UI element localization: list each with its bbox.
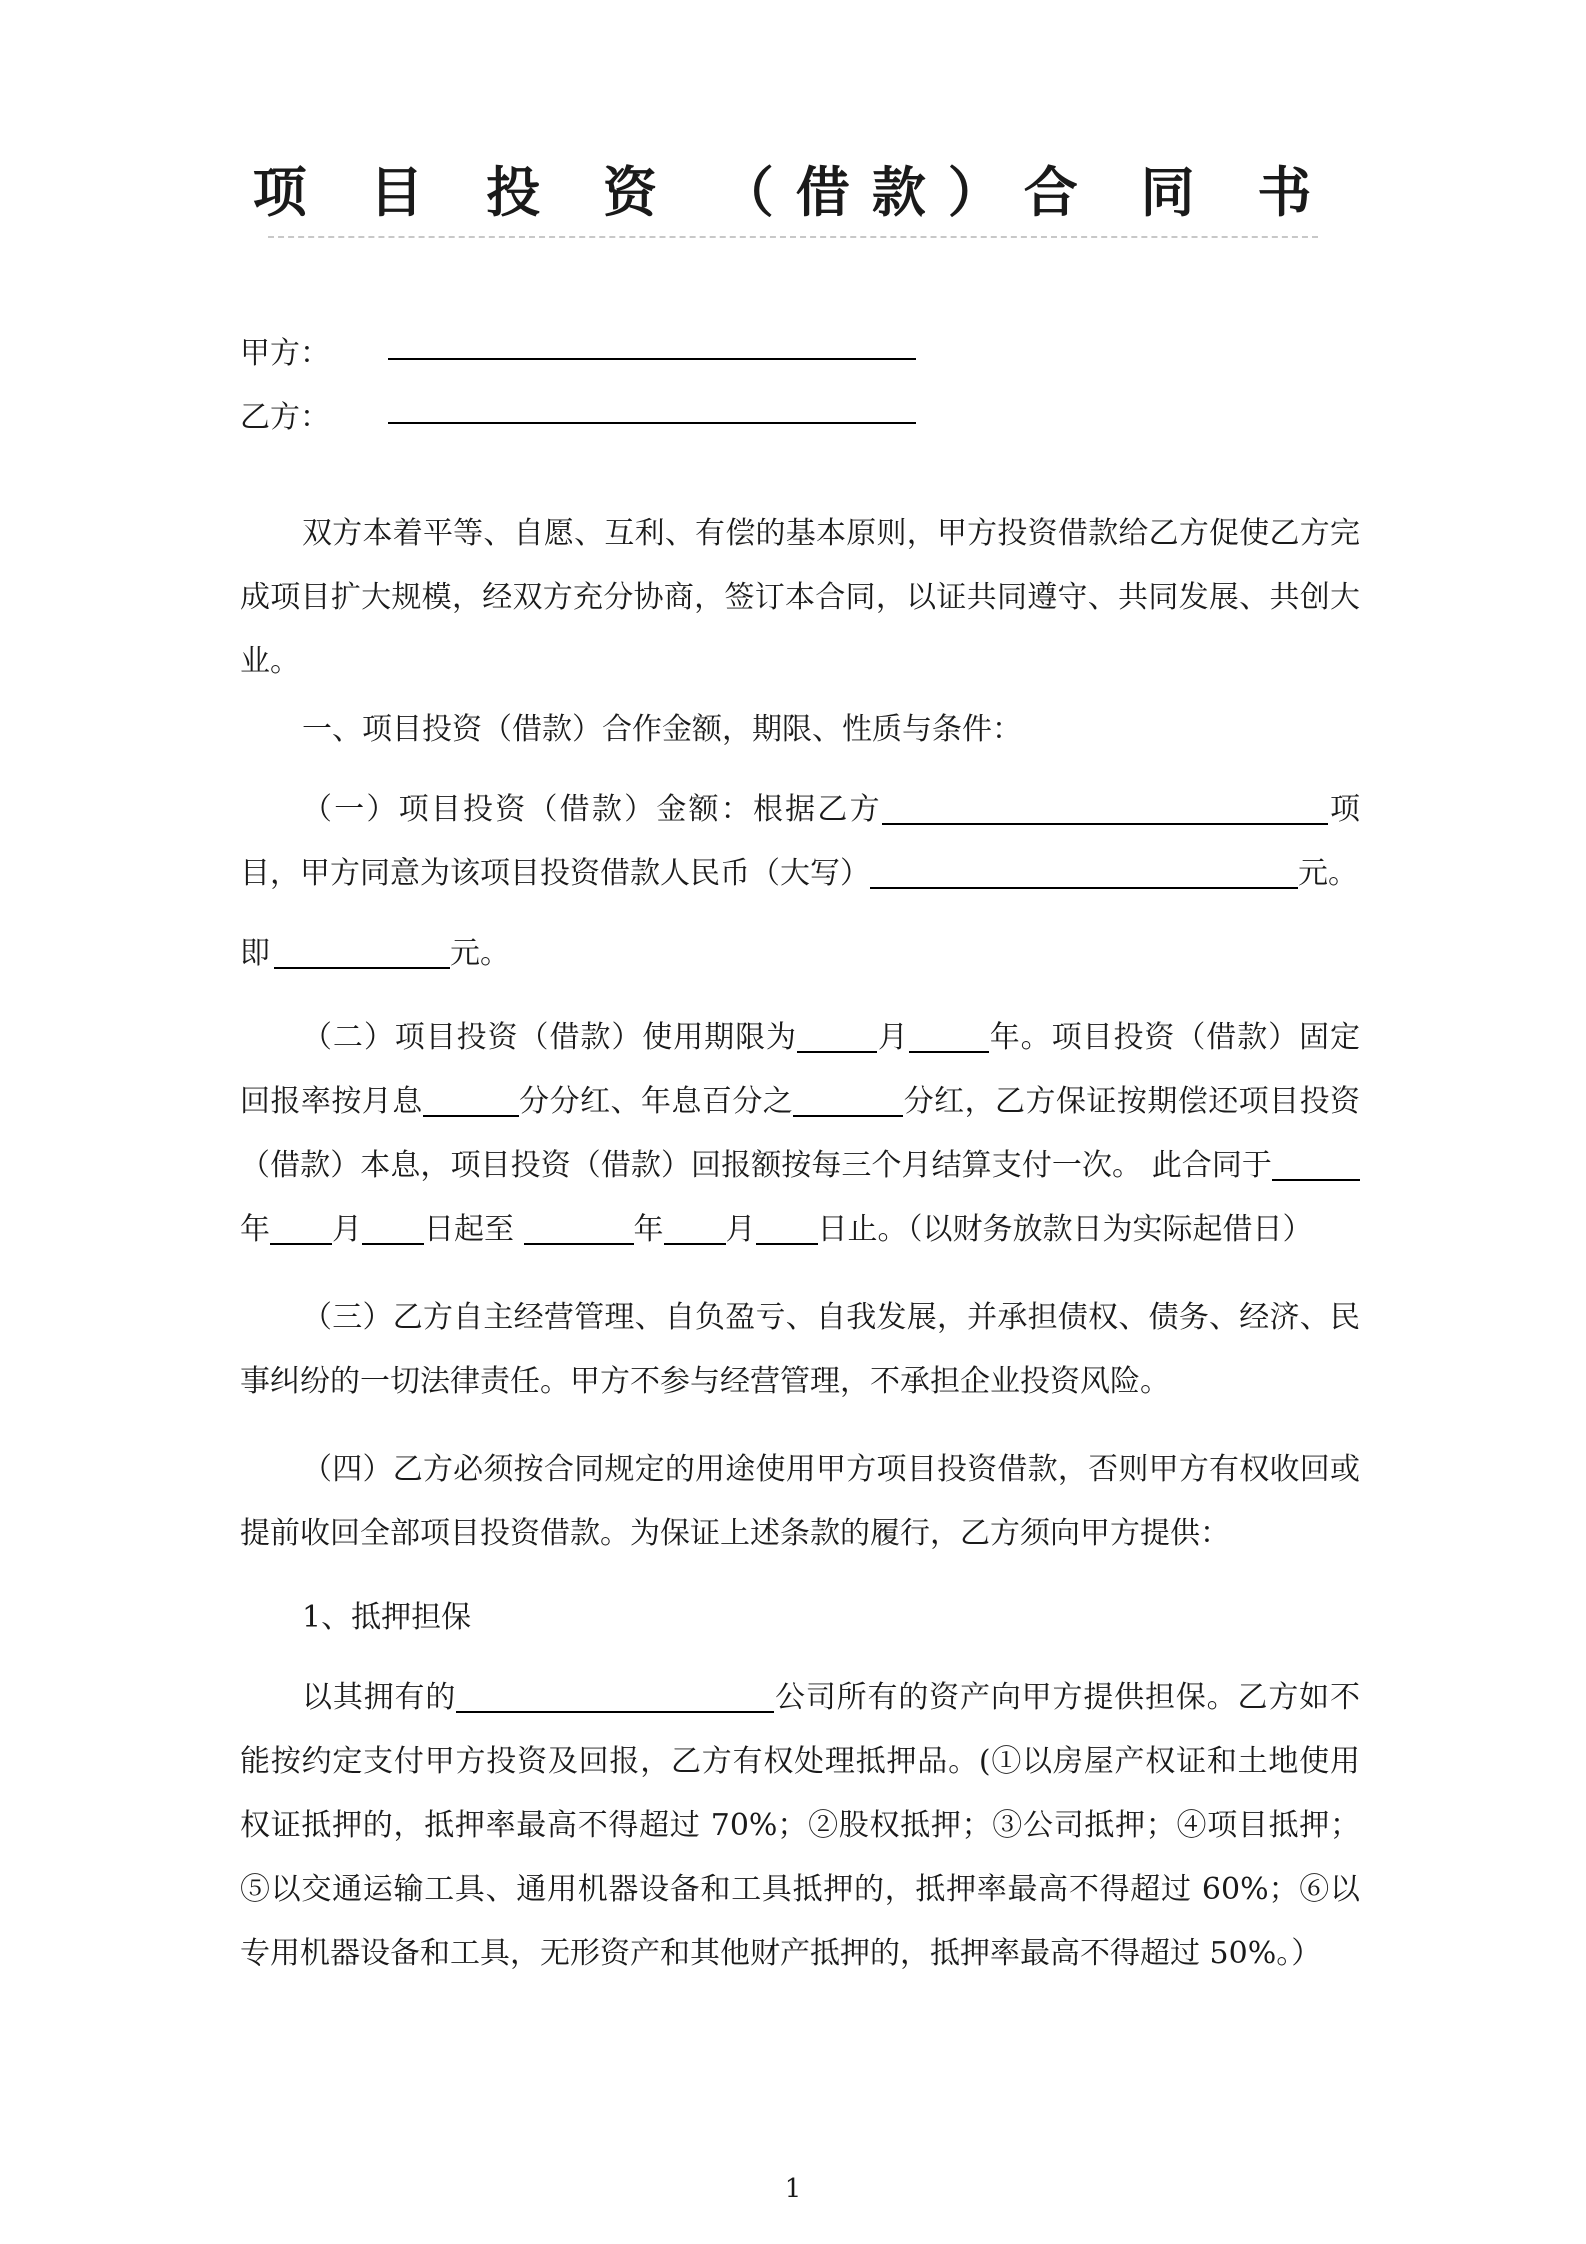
- amount-number-blank[interactable]: [274, 937, 450, 969]
- mortgage-text-a: 以其拥有的: [302, 1680, 457, 1715]
- annual-rate-blank[interactable]: [793, 1085, 903, 1117]
- clause-1-text-e: 元。: [450, 936, 510, 971]
- clause-4-paragraph: （四）乙方必须按合同规定的用途使用甲方项目投资借款，否则甲方有权收回或提前收回全部项目投资借款。为保证上述条款的履行，乙方须向甲方提供：: [240, 1452, 1360, 1551]
- mortgage-heading: 1、抵押担保: [302, 1600, 472, 1635]
- end-month-blank[interactable]: [664, 1213, 726, 1245]
- intro-paragraph: 双方本着平等、自愿、互利、有偿的基本原则，甲方投资借款给乙方促使乙方完成项目扩大规模，经双方充分协商，签订本合同，以证共同遵守、共同发展、共创大业。: [240, 516, 1360, 679]
- party-a-line: [240, 328, 330, 372]
- clause-1-text-a: （一）项目投资（借款）金额：根据乙方: [302, 792, 882, 827]
- party-a-blank[interactable]: [388, 358, 916, 360]
- clause-1-text-b: 项目，甲方同意为该项目投资借款人民币（大写）: [240, 792, 1361, 891]
- clause-2-text-k: 日止。（以财务放款日为实际起借日）: [817, 1212, 1313, 1247]
- clause-2-text-i: 年: [633, 1212, 664, 1247]
- party-a-label: 甲方：: [240, 336, 330, 371]
- page-number: 1: [784, 2174, 802, 2204]
- document-title: 项 目 投 资 （借款）合 同 书: [252, 160, 1334, 224]
- monthly-rate-blank[interactable]: [423, 1085, 519, 1117]
- clause-1-amount-line: [240, 922, 1360, 986]
- term-years-blank[interactable]: [909, 1021, 989, 1053]
- clause-3-paragraph: （三）乙方自主经营管理、自负盈亏、自我发展，并承担债权、债务、经济、民事纠纷的一切法律责任。甲方不参与经营管理，不承担企业投资风险。: [240, 1300, 1360, 1399]
- clause-2-text-b: 月: [876, 1020, 909, 1055]
- end-day-blank[interactable]: [756, 1213, 818, 1245]
- end-year-blank[interactable]: [524, 1213, 634, 1245]
- clause-1-text-c: 元。: [1298, 856, 1358, 891]
- company-name-blank[interactable]: [456, 1681, 774, 1713]
- project-name-blank[interactable]: [882, 793, 1328, 825]
- clause-2-text-a: （二）项目投资（借款）使用期限为: [302, 1020, 797, 1055]
- title-divider: [268, 236, 1318, 238]
- party-b-label: 乙方：: [240, 400, 330, 435]
- clause-2-text-h: 日起至: [424, 1212, 524, 1247]
- clause-1-text-d: 即: [240, 936, 270, 971]
- clause-2-text-f: 年: [240, 1212, 270, 1247]
- term-months-blank[interactable]: [797, 1021, 877, 1053]
- clause-1-paragraph: [240, 778, 1360, 906]
- section-1-heading: 一、项目投资（借款）合作金额，期限、性质与条件：: [302, 712, 1022, 747]
- contract-body: [240, 502, 1360, 1986]
- clause-2-paragraph: [240, 1006, 1360, 1262]
- start-year-blank[interactable]: [1272, 1149, 1360, 1181]
- party-b-blank[interactable]: [388, 422, 916, 424]
- clause-2-text-d: 分分红、年息百分之: [518, 1084, 794, 1119]
- mortgage-paragraph: [240, 1666, 1360, 1986]
- clause-2-text-e: 分红，乙方保证按期偿还项目投资（借款）本息，项目投资（借款）回报额按每三个月结算支付一次。 此合同于: [240, 1084, 1361, 1183]
- start-month-blank[interactable]: [270, 1213, 332, 1245]
- mortgage-text-b: 公司所有的资产向甲方提供担保。乙方如不能按约定支付甲方投资及回报，乙方有权处理抵押品。(①以房屋产权证和土地使用权证抵押的，抵押率最高不得超过 70%；②股权抵押；③公司抵押；④项目抵押；⑤以交通运输工具、通用机器设备和工具抵押的，抵押率最高不得超过 60%；⑥以专用机器设备和工具，无形资产和其他财产抵押的，抵押率最高不得超过 50%。）: [240, 1680, 1361, 1971]
- amount-uppercase-blank[interactable]: [870, 857, 1298, 889]
- party-b-line: [240, 392, 330, 436]
- clause-2-text-c: 年。项目投资（借款）固定回报率按月息: [240, 1020, 1361, 1119]
- clause-2-text-j: 月: [725, 1212, 756, 1247]
- start-day-blank[interactable]: [362, 1213, 424, 1245]
- clause-2-text-g: 月: [332, 1212, 362, 1247]
